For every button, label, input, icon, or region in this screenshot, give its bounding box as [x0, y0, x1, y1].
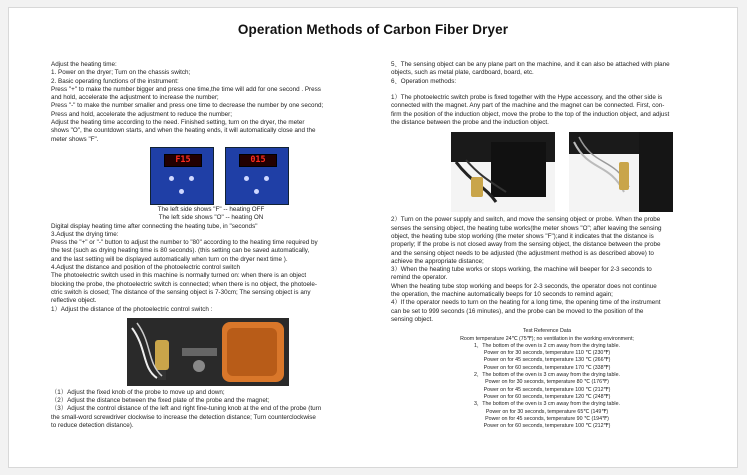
page-title: Operation Methods of Carbon Fiber Dryer [237, 22, 509, 37]
text-line: 1. Power on the dryer; Turn on the chassis switch; [51, 69, 191, 77]
text-line: Press and hold, accelerate the adjustment to reduce the number; [51, 110, 232, 118]
button-dot-icon [169, 176, 174, 181]
text-line: Press "+" to make the number bigger and press one time,the time will add for one second . Press [51, 85, 321, 93]
reference-line: 1，The bottom of the oven is 2 cm away from the drying table. [473, 342, 621, 349]
button-dot-icon [264, 176, 269, 181]
reference-line: Power on for 30 seconds, temperature 80 ℃ (176℉) [485, 379, 609, 386]
probe-photo-left [451, 132, 555, 212]
text-line: ctric switch is closed; The distance of the sensing object is 7-30cm; The sensing object is any [51, 288, 311, 296]
reference-line: Power on for 30 seconds, temperature 65℃ (149℉) [485, 408, 609, 415]
right-column [391, 61, 703, 430]
button-dot-icon [189, 176, 194, 181]
text-line: reflective object. [51, 297, 97, 305]
left-text-block-c [51, 389, 371, 430]
reference-line: Power on for 45 seconds, temperature 130 ℃ (266℉) [483, 357, 611, 364]
text-line: Press "-" to make the number smaller and press one time to decrease the number by one second; [51, 102, 324, 110]
text-line: 1）The photoelectric switch probe is fixed together with the Hype accessory, and the other side is [391, 94, 663, 102]
text-line: （1）Adjust the fixed knob of the probe to move up and down; [51, 388, 225, 396]
timer-panel-off [151, 148, 213, 204]
caption-off: The left side shows "F" -- heating OFF [157, 205, 265, 213]
text-line: 5、The sensing object can be any plane part on the machine, and it can also be attached with plane [391, 61, 670, 68]
left-column [51, 61, 371, 430]
text-line: The photoelectric switch used in this machine is normally turned on: when there is an object [51, 272, 307, 280]
text-line: the distance between the probe and the induction object. [391, 119, 549, 127]
left-text-block-a [51, 61, 371, 144]
text-line: objects, such as metal plate, cardboard, board, etc. [391, 69, 534, 77]
text-line: When the heating tube stop working and beeps for 2-3 seconds, the operator does not continue [391, 282, 657, 290]
text-line: （3）Adjust the control distance of the left and right fine-tuning knob at the end of the probe (turn [51, 405, 322, 413]
reference-line: Power on for 60 seconds, temperature 120 ℃ (248℉) [483, 393, 611, 400]
text-line: 3.Adjust the drying time: [51, 230, 119, 238]
reference-line: Power on for 30 seconds, temperature 110 ℃ (230℉) [483, 350, 611, 357]
document-page [8, 7, 738, 468]
text-line: connected with the magnet. Any part of the machine and the magnet can be connected. First, con- [391, 102, 665, 110]
dryer-probe-illustration [127, 318, 289, 386]
text-line: the small-word screwdriver clockwise to increase the detection distance; Turn counterclockwise [51, 413, 316, 421]
button-dot-icon [254, 189, 259, 194]
probe-photo-right [569, 132, 673, 212]
reference-line: 2，The bottom of the oven is 3 cm away from the drying table. [473, 372, 621, 379]
text-line: firm the position of the induction object, move the probe to the top of the induction object, and adjust [391, 110, 670, 118]
timer-panel-on [226, 148, 288, 204]
test-reference-data [391, 328, 703, 430]
probe-photos [451, 132, 703, 212]
text-line: 3）When the heating tube works or stops working, the machine will beeper for 2-3 seconds to [391, 266, 652, 274]
text-line: Adjust the heating time: [51, 61, 117, 68]
left-text-block-b [51, 223, 371, 314]
reference-line: Power on for 45 seconds, temperature 100 ℃ (212℉) [483, 386, 611, 393]
text-line: Digital display heating time after connecting the heating tube, in "seconds" [51, 222, 258, 230]
text-line: and the sensing object needs to be adjusted (the adjustment method is as described above) to [391, 249, 654, 257]
text-line: Press the "+" or "-" button to adjust the number to "80" according to the heating time required by [51, 239, 318, 247]
text-line: meter shows "F". [51, 135, 99, 143]
right-text-block-b [391, 216, 703, 324]
text-line: can be set to 999 seconds (16 minutes), and the probe can be moved to the position of the [391, 307, 644, 315]
text-line: 6、Operation methods: [391, 77, 457, 85]
text-line: 4.Adjust the distance and position of the photoelectric control switch [51, 264, 241, 272]
text-line: senses the sensing object, the heating tube works(the meter shows "O"; after leaving the sensing [391, 224, 662, 232]
reference-line: 3，The bottom of the oven is 3 cm away from the drying table. [473, 401, 621, 408]
display-panels [151, 148, 371, 204]
text-line: object, the heating tube stop working (the meter shows "F");and it indicates that the distance is [391, 232, 654, 240]
text-line: to reduce detection distance). [51, 422, 134, 430]
text-line: the test (such as drying heating time is 80 seconds). (this setting can be saved automatically, [51, 247, 310, 255]
text-line: sensing object. [391, 315, 434, 323]
button-dot-icon [179, 189, 184, 194]
text-line: the operation, the machine automatically beeps for 10 seconds to remind again; [391, 291, 613, 299]
text-line: Adjust the heating time according to the need. Finished setting, turn on the dryer, the meter [51, 119, 305, 127]
text-line: 4）If the operator needs to turn on the heating for a long time, the opening time of the instrument [391, 299, 661, 307]
reference-line: Power on for 60 seconds, temperature 100 ℃ (212℉) [483, 423, 611, 430]
button-dot-icon [244, 176, 249, 181]
text-line: and the last setting will be displayed automatically when turn on the dryer next time ). [51, 255, 288, 263]
text-line: 2）Turn on the power supply and switch, and move the sensing object or probe. When the probe [391, 216, 661, 224]
timer-display-off: F15 [164, 154, 202, 167]
photoelectric-switch-photo [127, 318, 289, 386]
text-line: achieve the appropriate distance; [391, 257, 484, 265]
text-line: and hold, accelerate the adjustment to increase the number; [51, 94, 219, 102]
right-text-block-a [391, 61, 703, 127]
reference-line: Power on for 60 seconds, temperature 170 ℃ (338℉) [483, 364, 611, 371]
probe-cable-illustration [569, 132, 673, 212]
reference-line: Room temperature 24℃ (75℉); no ventilation in the working environment; [460, 335, 634, 342]
text-line [391, 86, 703, 94]
text-line: remind the operator. [391, 274, 448, 282]
probe-mount-illustration [451, 132, 555, 212]
text-line: （2）Adjust the distance between the fixed plate of the probe and the magnet; [51, 397, 270, 405]
text-line: blocking the probe, the photoelectric switch is connected; when there is no object, the photoele- [51, 280, 318, 288]
text-line: 1）Adjust the distance of the photoelectric control switch : [51, 305, 213, 313]
reference-line: Power on for 45 seconds, temperature 90 ℃ (194℉) [485, 415, 609, 422]
text-line: 2. Basic operating functions of the instrument: [51, 77, 179, 85]
caption-on: The left side shows "O" -- heating ON [158, 214, 264, 222]
reference-line: Test Reference Data [522, 328, 572, 335]
text-line: properly; If the probe is not closed away from the sensing object, the distance between the probe [391, 241, 661, 249]
text-line: shows "O", the countdown starts, and when the heating ends, it will automatically close and the [51, 127, 316, 135]
timer-display-on: 015 [239, 154, 277, 167]
